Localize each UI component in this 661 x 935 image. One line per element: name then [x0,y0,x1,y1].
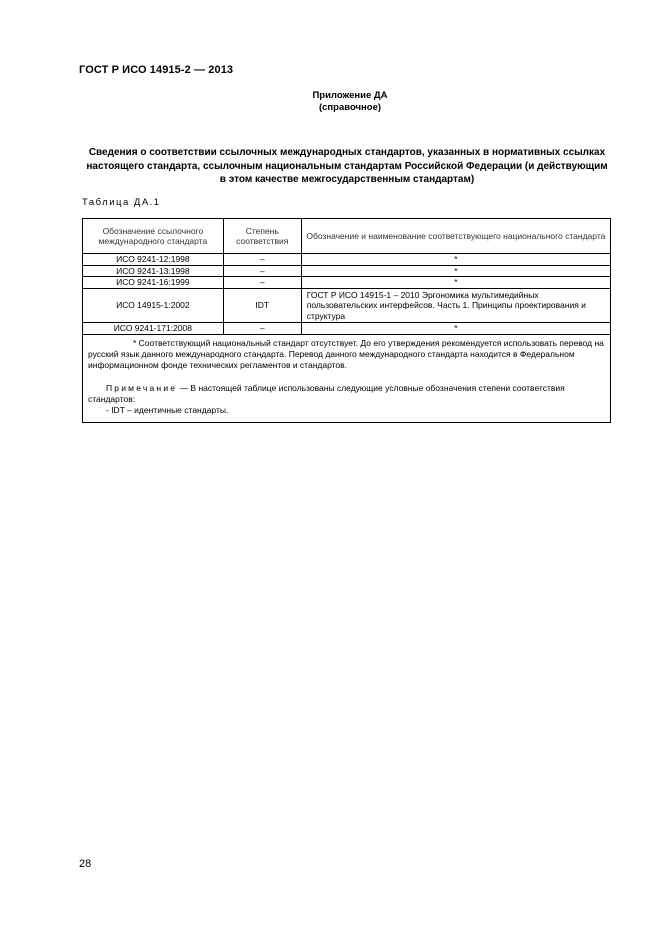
intl-standard-cell: ИСО 9241-12:1998 [83,254,224,266]
national-standard-cell: * [301,277,610,289]
standards-table [82,218,611,423]
degree-cell: – [223,254,301,266]
intl-standard-cell: ИСО 9241-171:2008 [83,323,224,335]
header-degree: Степень соответствия [223,219,301,254]
table-row [83,254,611,266]
note-label: Примечание [106,382,178,393]
section-title: Сведения о соответствии ссылочных международных стандартов, указанных в нормативных ссылках настоящего стандарта, ссылочным национальным стандартам Российской Федерации (и действующим в этом качестве межгосударственным стандартам) [86,147,608,185]
table-row [83,288,611,323]
table-footnote: * Соответствующий национальный стандарт отсутствует. До его утверждения рекомендуется использовать перевод на русский язык данного международного стандарта. Перевод данного международного стандарта находится в Федеральном информационном фонде технических регламентов и стандартов. [88,337,604,370]
intl-standard-cell: ИСО 9241-16:1999 [83,277,224,289]
national-standard-cell: ГОСТ Р ИСО 14915-1 – 2010 Эргономика мультимедийных пользовательских интерфейсов. Часть 1. Принципы проектирования и структура [301,288,610,323]
table-row [83,323,611,335]
header-intl-standard: Обозначение ссылочного международного стандарта [83,219,224,254]
table-row [83,265,611,277]
table-row [83,277,611,289]
annex-title: Приложение ДА [312,90,388,101]
page-number: 28 [79,858,92,870]
national-standard-cell: * [301,254,610,266]
table-caption: Таблица ДА.1 [82,197,161,208]
degree-cell: IDT [223,288,301,323]
header-national-standard: Обозначение и наименование соответствующего национального стандарта [301,219,610,254]
intl-standard-cell: ИСО 14915-1:2002 [83,288,224,323]
document-code: ГОСТ Р ИСО 14915-2 — 2013 [79,64,234,76]
table-notes-cell [83,334,611,422]
table-note [88,383,604,405]
national-standard-cell: * [301,323,610,335]
table-header-row [83,219,611,254]
intl-standard-cell: ИСО 9241-13:1998 [83,265,224,277]
degree-cell: – [223,323,301,335]
national-standard-cell: * [301,265,610,277]
note-text: — В настоящей таблице использованы следующие условные обозначения степени соответствия стандартов: [88,382,565,404]
annex-heading [200,90,500,114]
table-notes-row [83,334,611,422]
degree-cell: – [223,265,301,277]
note-item: - IDT – идентичные стандарты. [106,404,229,415]
degree-cell: – [223,277,301,289]
annex-subtitle: (справочное) [318,102,382,113]
